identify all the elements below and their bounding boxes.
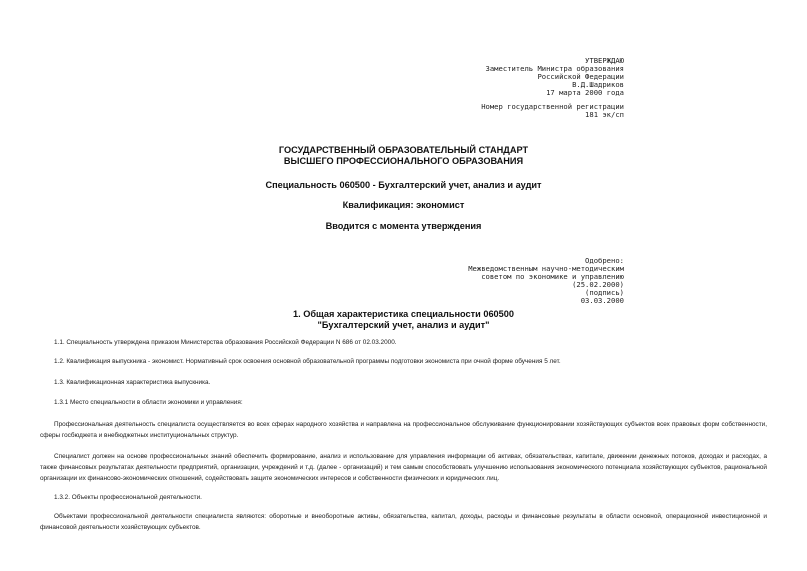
council-approval-line: Межведомственным научно-методическим: [468, 264, 624, 273]
document-title: [0, 145, 807, 167]
document-title-line: ГОСУДАРСТВЕННЫЙ ОБРАЗОВАТЕЛЬНЫЙ СТАНДАРТ: [278, 145, 529, 155]
paragraph-1-3-2: 1.3.2. Объекты профессиональной деятельности.: [54, 494, 202, 501]
effective-heading: Вводится с момента утверждения: [325, 221, 482, 231]
council-approval-line: Одобрено:: [585, 256, 624, 265]
registration-number: [481, 103, 624, 119]
paragraph-1-1: 1.1. Специальность утверждена приказом Министерства образования Российской Федерации N 686 от 02.03.2000.: [54, 339, 397, 346]
section-heading-line: "Бухгалтерский учет, анализ и аудит": [317, 320, 490, 330]
registration-line: 181 эк/сп: [585, 110, 624, 119]
specialty-heading: Специальность 060500 - Бухгалтерский учет, анализ и аудит: [265, 180, 542, 190]
approval-line: Российской Федерации: [537, 72, 624, 81]
registration-line: Номер государственной регистрации: [481, 102, 624, 111]
approval-line: Заместитель Министра образования: [485, 64, 624, 73]
approval-stamp: [486, 57, 624, 97]
paragraph-activity: Профессиональная деятельность специалиста осуществляется во всех сферах народного хозяйства и направлена на профессиональное обслуживание функционировании хозяйствующих субъектов всех правовых форм собственности, сферы госбюджета и внебюджетных институциональных структур.: [40, 421, 767, 439]
paragraph-objects: Объектами профессиональной деятельности специалиста являются: оборотные и внеоборотные активы, обязательства, капитал, доходы, расходы и финансовые результаты в области основной, операционной инвестиционной и финансовой деятельности хозяйствующих субъектов.: [40, 513, 767, 531]
approval-line: В.Д.Шадриков: [572, 80, 624, 89]
council-approval: [468, 257, 624, 305]
paragraph-1-3-1: 1.3.1 Место специальности в области экономики и управления:: [54, 399, 243, 406]
council-approval-line: (25.02.2000): [572, 280, 624, 289]
council-approval-line: (подпись): [585, 288, 624, 297]
council-approval-line: советом по экономике и управлению: [481, 272, 624, 281]
approval-line: УТВЕРЖДАЮ: [585, 56, 624, 65]
approval-line: 17 марта 2000 года: [546, 88, 624, 97]
paragraph-1-2: 1.2. Квалификация выпускника - экономист. Нормативный срок освоения основной образовательной программы подготовки экономиста при очной форме обучения 5 лет.: [54, 358, 561, 365]
section-heading-line: 1. Общая характеристика специальности 060500: [292, 309, 515, 319]
council-approval-line: 03.03.2000: [580, 296, 624, 305]
qualification-heading: Квалификация: экономист: [342, 200, 465, 210]
document-title-line: ВЫСШЕГО ПРОФЕССИОНАЛЬНОГО ОБРАЗОВАНИЯ: [283, 156, 524, 166]
paragraph-specialist: Специалист должен на основе профессиональных знаний обеспечить формирование, анализ и использование для управления информации об активах, обязательствах, капитале, движении денежных потоков, доходах и расходах, а также финансовых результатах деятельности предприятий, организации, учреждений и т.д. (далее - организаций) и тем самым способствовать улучшению использования экономического потенциала хозяйствующих субъектов, рациональной организации их финансово-экономических отношений, содействовать защите экономических интересов и собственности физических и юридических лиц.: [40, 453, 767, 482]
section-heading: [0, 309, 807, 331]
paragraph-1-3: 1.3. Квалификационная характеристика выпускника.: [54, 379, 211, 386]
